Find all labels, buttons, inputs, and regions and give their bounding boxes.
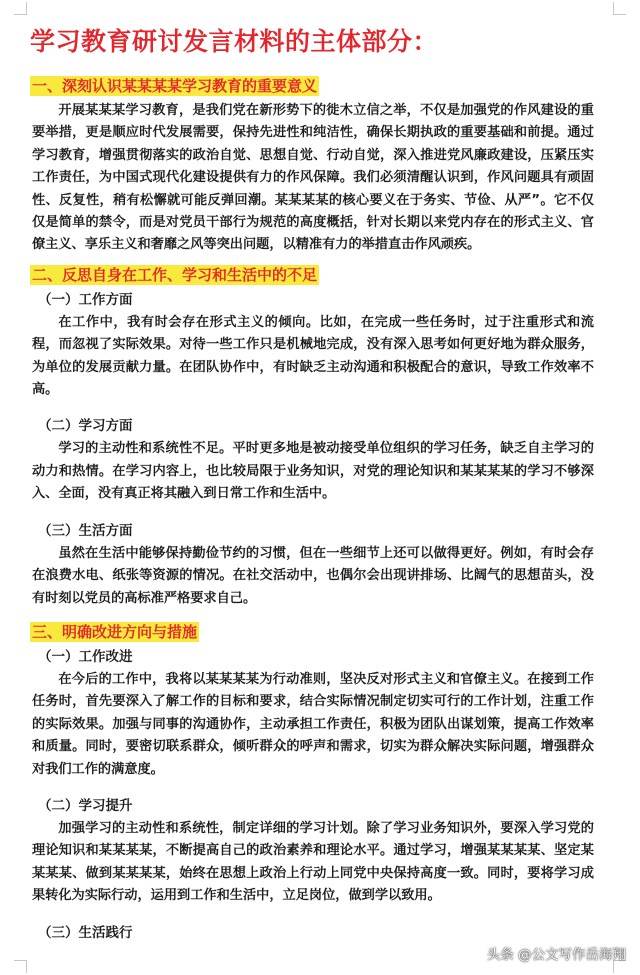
subsection-heading: （二）学习提升 [38,797,133,814]
subsection-life [30,520,602,610]
section-heading: 三、明确改进方向与措施 [32,622,198,641]
subsection-heading: （二）学习方面 [38,418,133,435]
subsection-paragraph: 在工作中，我有时会存在形式主义的倾向。比如，在完成一些任务时，过于注重形式和流程，而忽视了实际效果。对待一些工作只是机械地完成，没有深入思考如何更好地为群众服务，为单位的发展贡献力量。在团队协作中，有时缺乏主动沟通和积极配合的意识，导致工作效率不高。 [32,314,594,398]
subsection-paragraph: 虽然在生活中能够保持勤俭节约的习惯，但在一些细节上还可以做得更好。例如，有时会存在浪费水电、纸张等资源的情况。在社交活动中，也偶尔会出现讲排场、比阔气的思想苗头，没有时刻以党员的高标准严格要求自己。 [32,545,594,606]
watermark: 头条 @公文写作岳海翔 [486,947,626,963]
crop-mark-top-right [613,2,626,15]
subsection-work-improvement [30,646,602,781]
section-heading: 二、反思自身在工作、学习和生活中的不足 [32,265,318,284]
subsection-heading: （一）工作改进 [38,648,133,665]
subsection-study [30,415,602,505]
subsection-paragraph: 学习的主动性和系统性不足。平时更多地是被动接受单位组织的学习任务，缺乏自主学习的动力和热情。在学习内容上，也比较局限于业务知识，对党的理论知识和某某某某的学习不够深入、全面，没有真正将其融入到日常工作和生活中。 [32,441,594,502]
document-title: 学习教育研讨发言材料的主体部分： [30,27,439,56]
section-paragraph: 开展某某某学习教育，是我们党在新形势下的徙木立信之举，不仅是加强党的作风建设的重要举措，更是顺应时代发展需要，保持先进性和纯洁性，确保长期执政的重要基础和前提。通过学习教育，增强贯彻落实的政治自觉、思想自觉、行动自觉，深入推进党风廉政建设，压紧压实工作责任，为中国式现代化建设提供有力的作风保障。我们必须清醒认识到，作风问题具有顽固性、反复性，稍有松懈就可能反弹回潮。某某某某的核心要义在于务实、节俭、从严”。它不仅仅是简单的禁令，而是对党员干部行为规范的高度概括，针对长期以来党内存在的形式主义、官僚主义、享乐主义和奢靡之风等突出问题，以精准有力的举措直击作风顽疾。 [32,103,594,253]
section-1 [30,76,602,257]
subsection-life-practice [30,922,602,944]
subsection-paragraph: 加强学习的主动性和系统性，制定详细的学习计划。除了学习业务知识外，要深入学习党的理论知识和某某某某，不断提高自己的政治素养和理论水平。通过学习，增强某某某某、坚定某某某某、做到某某某某，始终在思想上政治上行动上同党中央保持高度一致。同时，要将学习成果转化为实际行动，运用到工作和生活中，立足岗位，做到学以致用。 [32,820,594,904]
subsection-heading: （三）生活方面 [38,522,133,539]
section-3 [30,622,602,944]
section-heading: 一、深刻认识某某某某学习教育的重要意义 [32,77,318,95]
subsection-work [30,289,602,402]
document-page [30,22,602,945]
subsection-study-improvement [30,795,602,908]
subsection-heading: （三）生活践行 [38,924,133,941]
subsection-paragraph: 在今后的工作中，我将以某某某某为行动准则，坚决反对形式主义和官僚主义。在接到工作任务时，首先要深入了解工作的目标和要求，结合实际情况制定切实可行的工作计划，注重工作的实际效果。加强与同事的沟通协作，主动承担工作责任，积极为团队出谋划策，提高工作效率和质量。同时，要密切联系群众，倾听群众的呼声和需求，切实为群众解决实际问题，增强群众对我们工作的满意度。 [32,671,594,777]
crop-mark-bottom-left [14,960,27,973]
subsection-heading: （一）工作方面 [38,291,133,308]
section-2 [30,265,602,610]
crop-mark-top-left [14,2,27,15]
